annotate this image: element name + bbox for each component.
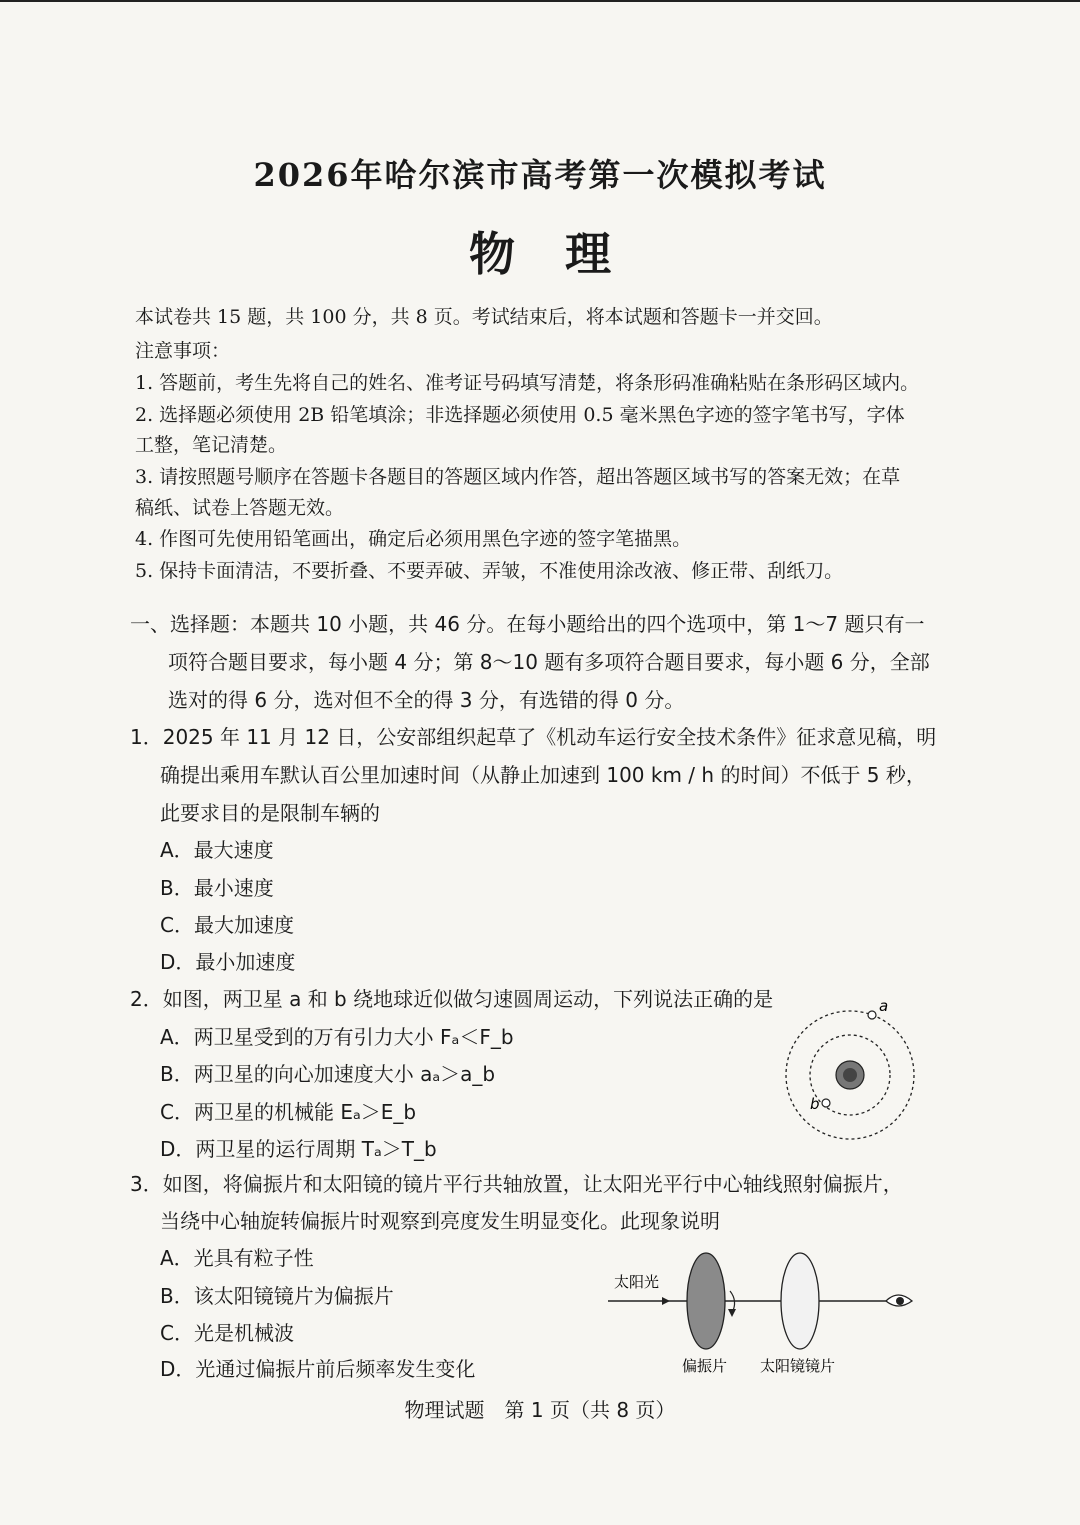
sunglass-lens <box>781 1253 819 1349</box>
question-1-text: 此要求目的是限制车辆的 <box>160 801 380 825</box>
notice-label: 注意事项： <box>135 340 231 362</box>
question-2-option-a: A．两卫星受到的万有引力大小 Fₐ＜F_b <box>160 1025 514 1049</box>
section-heading-cont: 选对的得 6 分，选对但不全的得 3 分，有选错的得 0 分。 <box>168 688 685 712</box>
question-1-option-b: B．最小速度 <box>160 876 274 900</box>
sunglass-label: 太阳镜镜片 <box>760 1357 836 1375</box>
satellite-b-label: b <box>810 1095 820 1113</box>
rotation-arrowhead <box>728 1309 736 1317</box>
eye-pupil <box>896 1297 904 1305</box>
notice-line: 2. 选择题必须使用 2B 铅笔填涂；非选择题必须使用 0.5 毫米黑色字迹的签字笔书写，字体 <box>135 404 905 426</box>
polarizer-label: 偏振片 <box>682 1357 728 1375</box>
question-3-text: 当绕中心轴旋转偏振片时观察到亮度发生明显变化。此现象说明 <box>160 1209 720 1233</box>
notice-line: 1. 答题前，考生先将自己的姓名、准考证号码填写清楚，将条形码准确粘贴在条形码区域内。 <box>135 372 920 394</box>
notice-line: 工整，笔记清楚。 <box>135 434 288 456</box>
question-1-option-d: D．最小加速度 <box>160 950 296 974</box>
top-border <box>0 0 1080 2</box>
question-1-text: 确提出乘用车默认百公里加速时间（从静止加速到 100 km / h 的时间）不低于 5 秒， <box>160 763 926 787</box>
question-1-option-a: A．最大速度 <box>160 838 274 862</box>
section-heading-cont: 项符合题目要求，每小题 4 分；第 8～10 题有多项符合题目要求，每小题 6 分，全部 <box>168 650 930 674</box>
earth-core <box>843 1068 857 1082</box>
subject-title: 物理 <box>469 227 661 281</box>
satellite-a-label: a <box>879 997 889 1015</box>
instructions-intro: 本试卷共 15 题，共 100 分，共 8 页。考试结束后，将本试题和答题卡一并交回。 <box>135 306 833 328</box>
question-3-option-c: C．光是机械波 <box>160 1321 294 1345</box>
notice-line: 5. 保持卡面清洁，不要折叠、不要弄破、弄皱，不准使用涂改液、修正带、刮纸刀。 <box>135 560 844 582</box>
question-2-option-c: C．两卫星的机械能 Eₐ＞E_b <box>160 1100 417 1124</box>
question-1-option-c: C．最大加速度 <box>160 913 294 937</box>
question-1-text: 1．2025 年 11 月 12 日，公安部组织起草了《机动车运行安全技术条件》征求意见稿，明 <box>130 725 937 749</box>
notice-line: 4. 作图可先使用铅笔画出，确定后必须用黑色字迹的签字笔描黑。 <box>135 528 692 550</box>
ray-arrow-icon <box>662 1297 670 1305</box>
satellite-orbit-figure <box>780 995 920 1145</box>
polarizer-figure <box>600 1245 930 1380</box>
question-3-option-a: A．光具有粒子性 <box>160 1246 314 1270</box>
notice-line: 稿纸、试卷上答题无效。 <box>135 497 345 519</box>
question-3-text: 3．如图，将偏振片和太阳镜的镜片平行共轴放置，让太阳光平行中心轴线照射偏振片， <box>130 1172 903 1196</box>
satellite-a-icon <box>868 1011 876 1019</box>
question-3-option-d: D．光通过偏振片前后频率发生变化 <box>160 1357 476 1381</box>
notice-line: 3. 请按照题号顺序在答题卡各题目的答题区域内作答，超出答题区域书写的答案无效；在草 <box>135 466 901 488</box>
question-3-option-b: B．该太阳镜镜片为偏振片 <box>160 1284 394 1308</box>
exam-title: 2026年哈尔滨市高考第一次模拟考试 <box>253 156 827 194</box>
page-footer: 物理试题 第 1 页（共 8 页） <box>404 1398 676 1422</box>
satellite-b-icon <box>822 1099 830 1107</box>
section-heading: 一、选择题：本题共 10 小题，共 46 分。在每小题给出的四个选项中，第 1～7 题只有一 <box>130 612 925 636</box>
polarizer-disc <box>687 1253 725 1349</box>
question-2-text: 2．如图，两卫星 a 和 b 绕地球近似做匀速圆周运动，下列说法正确的是 <box>130 987 774 1011</box>
sunlight-label: 太阳光 <box>614 1273 660 1291</box>
question-2-option-d: D．两卫星的运行周期 Tₐ＞T_b <box>160 1137 437 1161</box>
question-2-option-b: B．两卫星的向心加速度大小 aₐ＞a_b <box>160 1062 496 1086</box>
